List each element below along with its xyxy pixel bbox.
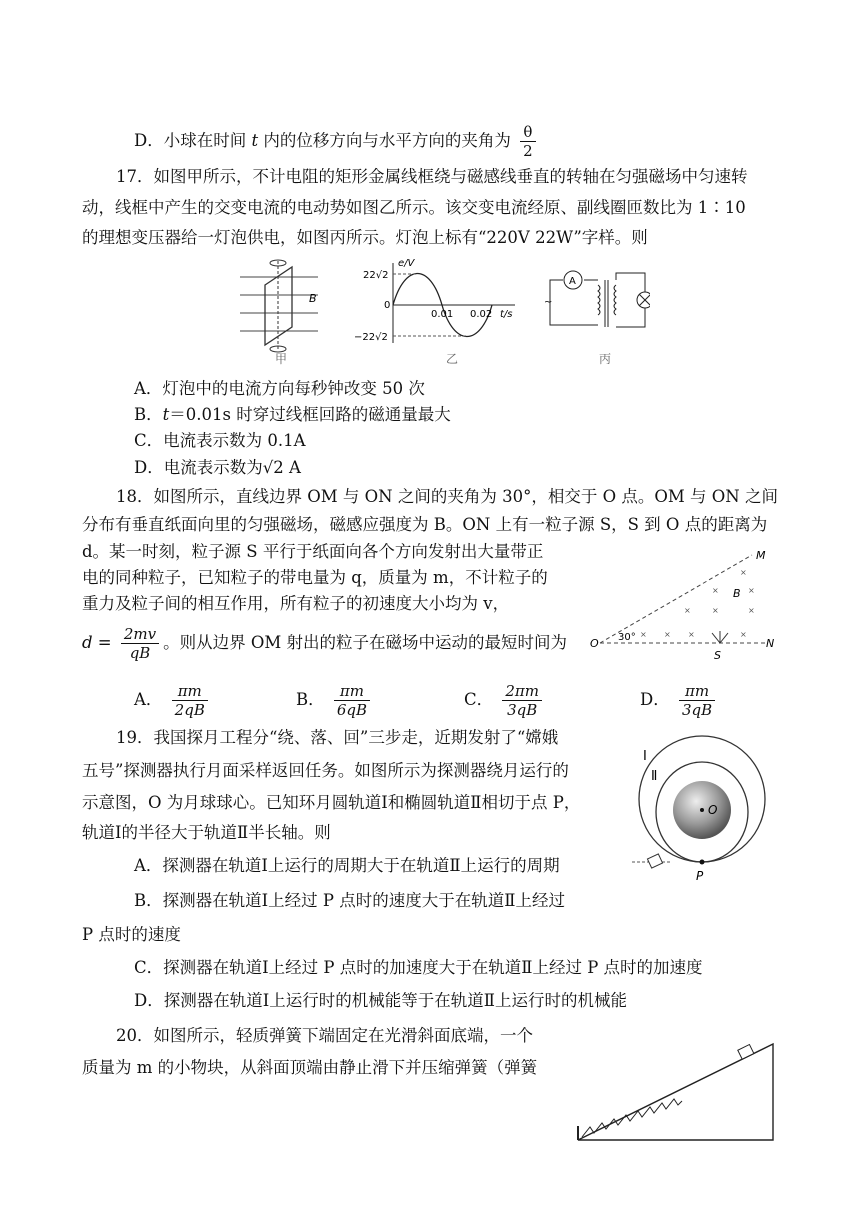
q18-stem-line4: 电的同种粒子，已知粒子的带电量为 q，质量为 m，不计粒子的: [82, 568, 548, 587]
svg-text:×: ×: [748, 606, 755, 615]
q19-stem-line3: 示意图，O 为月球球心。已知环月圆轨道Ⅰ和椭圆轨道Ⅱ相切于点 P，: [82, 793, 581, 812]
fig-label-n: N: [766, 637, 775, 650]
q17-fig-b: B: [309, 292, 317, 305]
q19-option-b-line2: P 点时的速度: [82, 925, 181, 944]
svg-text:×: ×: [740, 630, 747, 639]
fig-label-i: Ⅰ: [643, 749, 647, 764]
fig-label-p: P: [696, 869, 704, 883]
q19-option-b-line1: B．探测器在轨道Ⅰ上经过 P 点时的速度大于在轨道Ⅱ上经过: [134, 891, 565, 910]
svg-text:~: ~: [544, 297, 553, 308]
q16-d-text: D．小球在时间: [134, 131, 247, 150]
block-icon: [738, 1044, 754, 1059]
fig-label-o: O: [708, 803, 718, 817]
fig-label-jia: 甲: [275, 352, 288, 366]
q19-option-d: D．探测器在轨道Ⅰ上运行时的机械能等于在轨道Ⅱ上运行时的机械能: [134, 991, 627, 1010]
fig-label-b: B: [733, 587, 741, 600]
svg-text:×: ×: [740, 568, 747, 577]
q18-option-c: C． $\frac{2\pi m}{3qB}$: [464, 682, 546, 719]
q17-option-b: B．t＝0.01s 时穿过线框回路的磁通量最大: [134, 405, 451, 424]
q18-d-fraction: $\frac{2mv}{qB}$: [121, 625, 159, 662]
svg-text:×: ×: [640, 630, 647, 639]
svg-text:×: ×: [712, 586, 719, 595]
q17-figures: [230, 255, 650, 370]
fig-label-m: M: [756, 549, 766, 562]
particle-source-icon: [712, 631, 728, 643]
fig-label-s: S: [714, 649, 721, 660]
q17-option-d: D．电流表示数为√2 A: [134, 458, 301, 477]
graph-t2: 0.02: [470, 309, 493, 320]
q20-stem-line1: 20．如图所示，轻质弹簧下端固定在光滑斜面底端，一个: [116, 1026, 533, 1045]
graph-t1: 0.01: [431, 309, 454, 320]
graph-e-label: e/V: [398, 258, 415, 269]
q19-figure: [630, 722, 780, 887]
field-marks: [640, 568, 755, 639]
fig-label-o: O: [590, 637, 599, 650]
svg-text:×: ×: [748, 586, 755, 595]
svg-text:×: ×: [684, 606, 691, 615]
graph-top-value: 22√2: [363, 270, 389, 281]
q20-figure: [568, 1022, 788, 1147]
svg-text:×: ×: [664, 630, 671, 639]
q16-d-text2: 内的位移方向与水平方向的夹角为: [263, 131, 511, 150]
graph-bottom-value: −22√2: [354, 332, 388, 343]
q18-options: [134, 672, 754, 719]
probe-icon: [632, 854, 670, 868]
q16-option-d: [134, 123, 540, 160]
q17-option-c: C．电流表示数为 0.1A: [134, 431, 306, 450]
fig-label-yi: 乙: [446, 352, 459, 366]
q17-fig-bing: [544, 271, 650, 366]
q18-stem-line5: 重力及粒子间的相互作用，所有粒子的初速度大小均为 v，: [82, 594, 510, 613]
fig-label-bing: 丙: [599, 352, 612, 366]
q17-fig-jia: [240, 260, 318, 366]
q18-stem-line1: 18．如图所示，直线边界 OM 与 ON 之间的夹角为 30°，相交于 O 点。OM 与 ON 之间: [116, 487, 778, 506]
q17-stem-line2: 动，线框中产生的交变电流的电动势如图乙所示。该交变电流经原、副线圈匝数比为 1∶10: [82, 198, 746, 217]
svg-text:×: ×: [712, 606, 719, 615]
fig-angle: 30°: [618, 632, 636, 643]
q19-stem-line1: 19．我国探月工程分“绕、落、回”三步走，近期发射了“嫦娥: [116, 728, 559, 747]
q17-stem-line3: 的理想变压器给一灯泡供电，如图丙所示。灯泡上标有“220V 22W”字样。则: [82, 228, 648, 247]
q16-d-fraction: $\frac{\theta}{2}$: [520, 123, 536, 160]
q20-stem-line2: 质量为 m 的小物块，从斜面顶端由静止滑下并压缩弹簧（弹簧: [82, 1058, 538, 1077]
q18-stem-line3: d。某一时刻，粒子源 S 平行于纸面向各个方向发射出大量带正: [82, 542, 544, 561]
q18-stem-line2: 分布有垂直纸面向里的匀强磁场，磁感应强度为 B。ON 上有一粒子源 S，S 到 O 点的距离为: [82, 515, 768, 534]
q17-stem-line1: 17．如图甲所示，不计电阻的矩形金属线框绕与磁感线垂直的转轴在匀强磁场中匀速转: [116, 167, 748, 186]
q19-option-a: A．探测器在轨道Ⅰ上运行的周期大于在轨道Ⅱ上运行的周期: [134, 856, 560, 875]
q17-option-a: A．灯泡中的电流方向每秒钟改变 50 次: [134, 379, 425, 398]
q18-stem-line6: d = $\frac{2mv}{qB}$ 。则从边界 OM 射出的粒子在磁场中运动的最短时间为: [82, 625, 568, 662]
graph-t-label: t/s: [500, 309, 513, 320]
q18-figure: [580, 545, 780, 660]
q18-option-d: D． $\frac{\pi m}{3qB}$: [640, 682, 719, 719]
q17-fig-yi: [354, 258, 515, 366]
q19-option-c: C．探测器在轨道Ⅰ上经过 P 点时的加速度大于在轨道Ⅱ上经过 P 点时的加速度: [134, 958, 703, 977]
graph-zero: 0: [384, 300, 391, 311]
svg-text:×: ×: [688, 630, 695, 639]
q18-option-b: B． $\frac{\pi m}{6qB}$: [296, 682, 374, 719]
fig-label-ii: Ⅱ: [651, 769, 658, 784]
q18-option-a: A． $\frac{\pi m}{2qB}$: [134, 682, 212, 719]
q19-stem-line4: 轨道Ⅰ的半径大于轨道Ⅱ半长轴。则: [82, 823, 331, 842]
q16-d-var: t: [251, 131, 259, 150]
ammeter-label: A: [569, 276, 576, 287]
q19-stem-line2: 五号”探测器执行月面采样返回任务。如图所示为探测器绕月运行的: [82, 761, 569, 780]
